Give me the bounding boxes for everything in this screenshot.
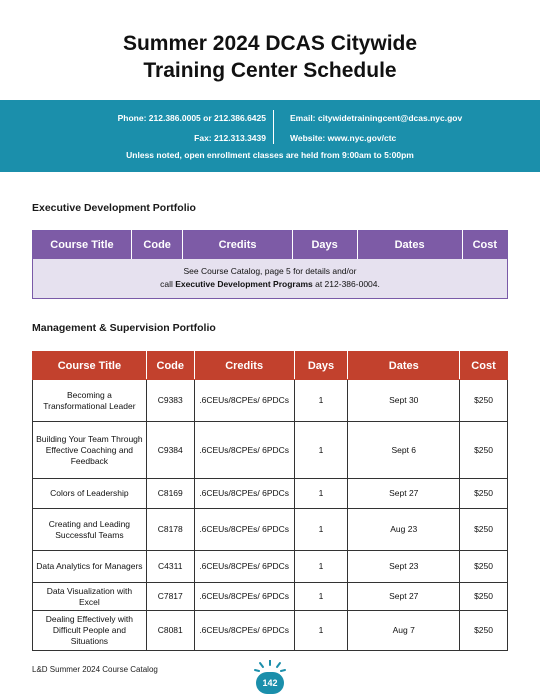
course-dates: Sept 27 (348, 479, 460, 509)
course-dates: Sept 6 (348, 422, 460, 479)
course-code: C8169 (146, 479, 194, 509)
course-dates: Aug 7 (348, 611, 460, 651)
mgmt-col-cost: Cost (460, 352, 508, 380)
course-title: Colors of Leadership (33, 479, 147, 509)
mgmt-section-heading: Management & Supervision Portfolio (32, 322, 216, 334)
course-credits: .6CEUs/8CPEs/ 6PDCs (194, 479, 294, 509)
course-code: C9384 (146, 422, 194, 479)
exec-section-heading: Executive Development Portfolio (32, 202, 196, 214)
table-row (33, 509, 508, 551)
course-credits: .6CEUs/8CPEs/ 6PDCs (194, 611, 294, 651)
course-title: Building Your Team Through Effective Coaching and Feedback (33, 422, 147, 479)
mgmt-col-dates: Dates (348, 352, 460, 380)
course-cost: $250 (460, 509, 508, 551)
exec-col-cost: Cost (462, 231, 507, 259)
contact-right (290, 108, 462, 148)
exec-table (32, 230, 508, 299)
course-credits: .6CEUs/8CPEs/ 6PDCs (194, 422, 294, 479)
title-line-2: Training Center Schedule (143, 59, 397, 82)
course-cost: $250 (460, 380, 508, 422)
table-row (33, 380, 508, 422)
course-credits: .6CEUs/8CPEs/ 6PDCs (194, 551, 294, 583)
course-days: 1 (294, 551, 348, 583)
exec-note-line-2 (33, 278, 507, 291)
exec-col-title: Course Title (33, 231, 132, 259)
course-dates: Sept 27 (348, 583, 460, 611)
table-row (33, 551, 508, 583)
course-cost: $250 (460, 422, 508, 479)
course-title: Creating and Leading Successful Teams (33, 509, 147, 551)
course-cost: $250 (460, 479, 508, 509)
course-code: C4311 (146, 551, 194, 583)
course-title: Data Analytics for Managers (33, 551, 147, 583)
mgmt-table (32, 351, 508, 651)
course-credits: .6CEUs/8CPEs/ 6PDCs (194, 509, 294, 551)
exec-note-line-1: See Course Catalog, page 5 for details and/or (183, 266, 357, 277)
course-code: C8178 (146, 509, 194, 551)
exec-col-days: Days (292, 231, 357, 259)
course-days: 1 (294, 479, 348, 509)
course-days: 1 (294, 380, 348, 422)
page-number-badge: 142 (256, 672, 284, 694)
website-text[interactable]: Website: www.nyc.gov/ctc (290, 133, 397, 143)
course-code: C9383 (146, 380, 194, 422)
contact-banner (0, 100, 540, 172)
hours-note: Unless noted, open enrollment classes are held from 9:00am to 5:00pm (126, 150, 414, 160)
course-title: Data Visualization with Excel (33, 583, 147, 611)
catalog-footer: L&D Summer 2024 Course Catalog (32, 665, 158, 674)
mgmt-col-code: Code (146, 352, 194, 380)
course-credits: .6CEUs/8CPEs/ 6PDCs (194, 583, 294, 611)
contact-left (0, 108, 266, 148)
exec-col-credits: Credits (183, 231, 292, 259)
table-row (33, 583, 508, 611)
table-row (33, 422, 508, 479)
mgmt-col-title: Course Title (33, 352, 147, 380)
course-title: Becoming a Transformational Leader (33, 380, 147, 422)
exec-programs-name: Executive Development Programs (175, 279, 313, 290)
course-credits: .6CEUs/8CPEs/ 6PDCs (194, 380, 294, 422)
exec-note-cell (33, 259, 508, 299)
course-cost: $250 (460, 611, 508, 651)
course-dates: Aug 23 (348, 509, 460, 551)
course-days: 1 (294, 611, 348, 651)
page-title (0, 30, 540, 84)
course-dates: Sept 30 (348, 380, 460, 422)
exec-col-dates: Dates (357, 231, 462, 259)
exec-col-code: Code (131, 231, 183, 259)
course-cost: $250 (460, 583, 508, 611)
mgmt-header-row (33, 352, 508, 380)
table-row (33, 479, 508, 509)
course-code: C7817 (146, 583, 194, 611)
exec-note-suffix: at 212-386-0004. (312, 279, 380, 290)
course-days: 1 (294, 509, 348, 551)
course-title: Dealing Effectively with Difficult People and Situations (33, 611, 147, 651)
exec-note-row (33, 259, 508, 299)
course-cost: $250 (460, 551, 508, 583)
title-line-1: Summer 2024 DCAS Citywide (122, 32, 418, 55)
mgmt-col-credits: Credits (194, 352, 294, 380)
table-row (33, 611, 508, 651)
course-dates: Sept 23 (348, 551, 460, 583)
course-days: 1 (294, 422, 348, 479)
banner-divider (273, 110, 274, 144)
course-code: C8081 (146, 611, 194, 651)
email-text[interactable]: Email: citywidetrainingcent@dcas.nyc.gov (290, 113, 463, 123)
mgmt-col-days: Days (294, 352, 348, 380)
fax-text: Fax: 212.313.3439 (194, 133, 266, 143)
exec-note-prefix: call (160, 279, 176, 290)
course-days: 1 (294, 583, 348, 611)
exec-header-row (33, 231, 508, 259)
phone-text: Phone: 212.386.0005 or 212.386.6425 (117, 113, 266, 123)
